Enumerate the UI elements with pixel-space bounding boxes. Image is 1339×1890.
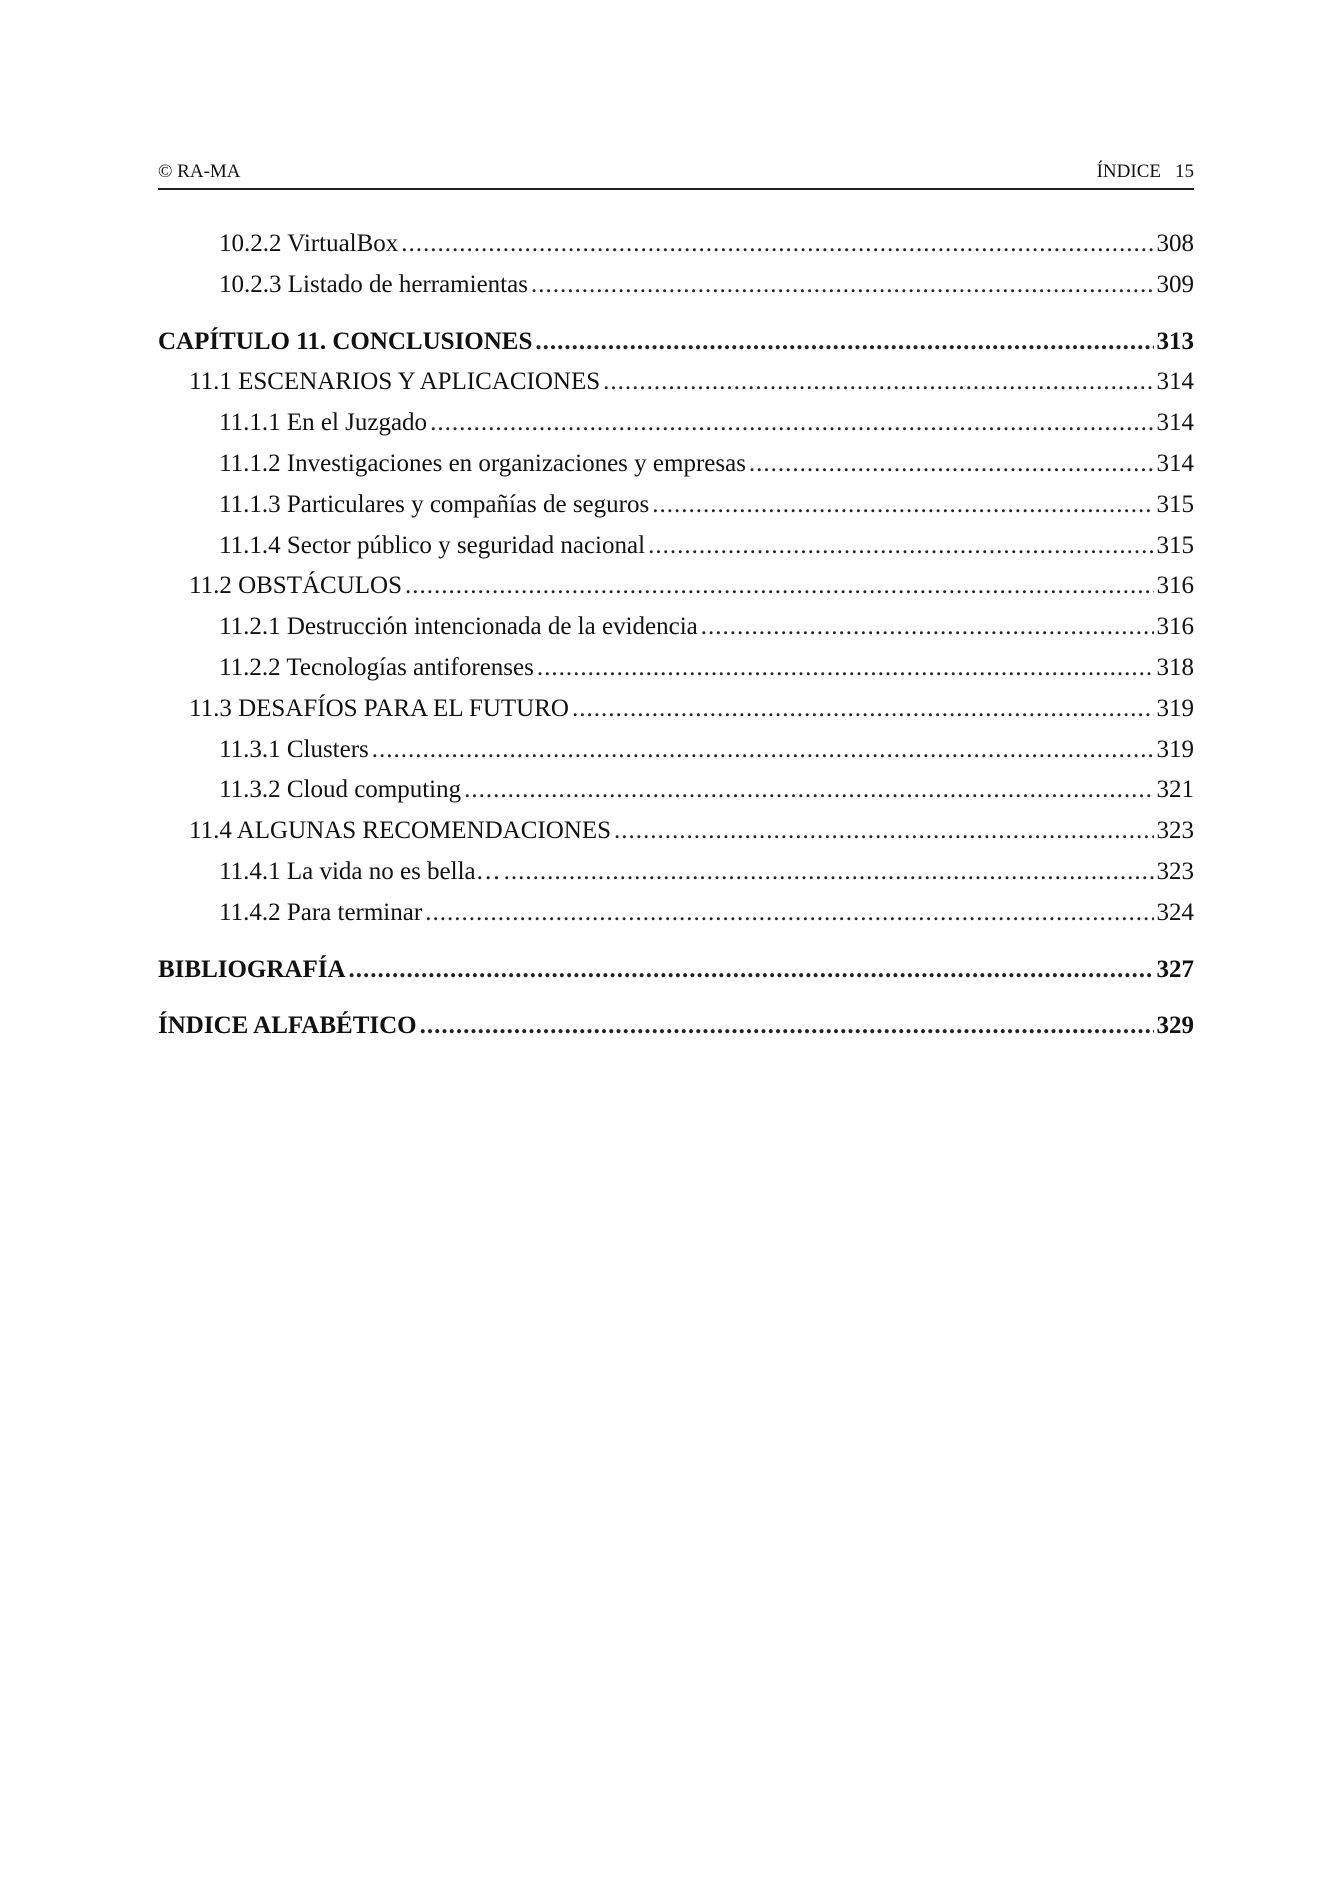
toc-entry-title: 11.3 DESAFÍOS PARA EL FUTURO bbox=[189, 694, 569, 722]
toc-entry-title: 11.1 ESCENARIOS Y APLICACIONES bbox=[189, 368, 601, 396]
toc-chapter-entry[interactable] bbox=[158, 322, 1194, 363]
toc-entry-page: 308 bbox=[1156, 230, 1194, 257]
toc-entry[interactable] bbox=[158, 444, 1194, 485]
dot-leader bbox=[749, 444, 1154, 485]
toc-entry-page: 324 bbox=[1156, 898, 1194, 926]
toc-entry-title: 11.2.2 Tecnologías antiforenses bbox=[219, 653, 534, 681]
toc-entry[interactable] bbox=[158, 770, 1194, 811]
toc-section-entry[interactable] bbox=[158, 362, 1194, 403]
dot-leader bbox=[425, 893, 1153, 934]
toc-entry-page: 314 bbox=[1156, 409, 1194, 437]
toc-entry-title: 11.1.1 En el Juzgado bbox=[219, 409, 428, 437]
dot-leader bbox=[701, 607, 1154, 648]
toc-entry-page: 319 bbox=[1156, 694, 1194, 722]
toc-entry-page: 314 bbox=[1156, 368, 1194, 396]
dot-leader bbox=[349, 950, 1154, 991]
dot-leader bbox=[405, 566, 1154, 607]
toc-entry-title: 11.3.2 Cloud computing bbox=[219, 776, 462, 804]
dot-leader bbox=[535, 322, 1153, 363]
toc-entry[interactable] bbox=[158, 224, 1194, 265]
header-section: ÍNDICE bbox=[1096, 161, 1161, 182]
toc-entry-title: 11.2.1 Destrucción intencionada de la evidencia bbox=[219, 613, 698, 641]
toc-chapter-entry[interactable] bbox=[158, 950, 1194, 991]
dot-leader bbox=[572, 689, 1154, 730]
toc-entry[interactable] bbox=[158, 893, 1194, 934]
toc-entry-title: 11.1.3 Particulares y compañías de seguros bbox=[219, 490, 650, 518]
toc-entry[interactable] bbox=[158, 265, 1194, 306]
toc-entry-page: 323 bbox=[1156, 817, 1194, 845]
dot-leader bbox=[531, 265, 1154, 306]
toc-entry-page: 329 bbox=[1156, 1012, 1194, 1040]
dot-leader bbox=[372, 730, 1154, 771]
toc-entry-title: 11.4.2 Para terminar bbox=[219, 898, 423, 926]
toc-entry-page: 315 bbox=[1156, 531, 1194, 559]
toc-section-entry[interactable] bbox=[158, 689, 1194, 730]
toc-section-entry[interactable] bbox=[158, 811, 1194, 852]
dot-leader bbox=[504, 852, 1154, 893]
toc-entry-page: 316 bbox=[1156, 572, 1194, 600]
toc-section-entry[interactable] bbox=[158, 566, 1194, 607]
header-right bbox=[1097, 160, 1194, 184]
toc-entry-title: 11.1.2 Investigaciones en organizaciones y empresas bbox=[219, 449, 746, 477]
toc-entry[interactable] bbox=[158, 607, 1194, 648]
toc-entry-title: ÍNDICE ALFABÉTICO bbox=[158, 1012, 417, 1040]
toc-entry[interactable] bbox=[158, 485, 1194, 526]
dot-leader bbox=[464, 770, 1153, 811]
toc-entry-title: 10.2.3 Listado de herramientas bbox=[219, 270, 528, 298]
dot-leader bbox=[652, 485, 1153, 526]
toc-entry-page: 309 bbox=[1156, 270, 1194, 298]
dot-leader bbox=[401, 224, 1153, 265]
toc-entry-page: 318 bbox=[1156, 653, 1194, 681]
toc-entry-title: 11.4 ALGUNAS RECOMENDACIONES bbox=[189, 817, 612, 845]
toc-entry-title: BIBLIOGRAFÍA bbox=[158, 955, 346, 983]
toc-entry-page: 316 bbox=[1156, 613, 1194, 641]
toc-entry-title: 11.1.4 Sector público y seguridad nacional bbox=[219, 531, 646, 559]
toc-entry[interactable] bbox=[158, 403, 1194, 444]
toc-entry[interactable] bbox=[158, 648, 1194, 689]
toc-entry-title: 11.3.1 Clusters bbox=[219, 735, 369, 763]
dot-leader bbox=[430, 403, 1153, 444]
toc-entry-page: 315 bbox=[1156, 490, 1194, 518]
toc-chapter-entry[interactable] bbox=[158, 1006, 1194, 1047]
toc-entry-page: 321 bbox=[1156, 776, 1194, 804]
header-page-number: 15 bbox=[1175, 161, 1194, 182]
toc-entry-page: 314 bbox=[1156, 449, 1194, 477]
toc-entry[interactable] bbox=[158, 526, 1194, 567]
running-header bbox=[158, 160, 1194, 190]
toc-entry[interactable] bbox=[158, 852, 1194, 893]
toc-entry-title: CAPÍTULO 11. CONCLUSIONES bbox=[158, 327, 533, 355]
dot-leader bbox=[537, 648, 1154, 689]
toc-entry-page: 313 bbox=[1156, 327, 1194, 355]
dot-leader bbox=[603, 362, 1153, 403]
toc-entry-title: 10.2.2 VirtualBox bbox=[219, 230, 399, 257]
toc-entry-page: 323 bbox=[1156, 857, 1194, 885]
toc-entry-title: 11.4.1 La vida no es bella… bbox=[219, 857, 501, 885]
table-of-contents bbox=[158, 224, 1194, 1047]
toc-entry-page: 319 bbox=[1156, 735, 1194, 763]
dot-leader bbox=[614, 811, 1153, 852]
toc-entry-title: 11.2 OBSTÁCULOS bbox=[189, 572, 402, 600]
toc-entry-page: 327 bbox=[1156, 955, 1194, 983]
dot-leader bbox=[420, 1006, 1154, 1047]
dot-leader bbox=[648, 526, 1153, 567]
toc-entry[interactable] bbox=[158, 730, 1194, 771]
header-publisher: © RA-MA bbox=[158, 161, 241, 182]
